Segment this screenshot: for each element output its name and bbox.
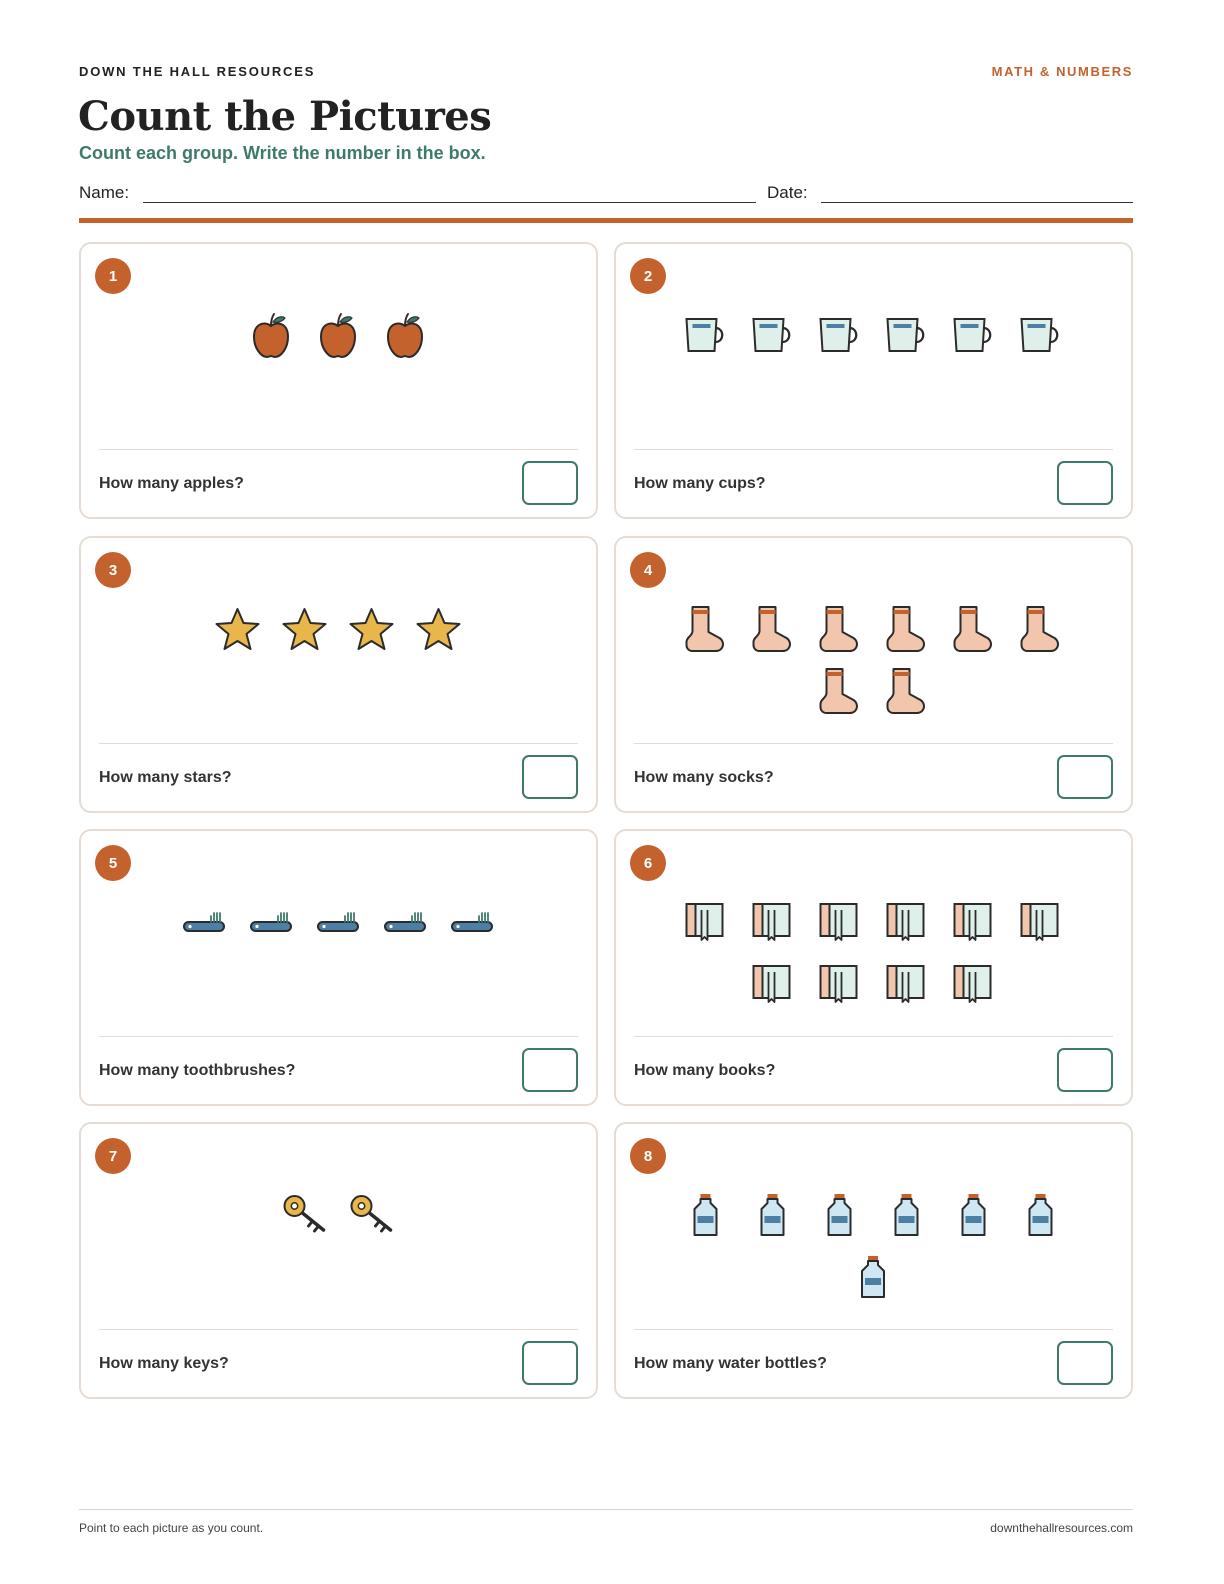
cup-icon xyxy=(1022,319,1058,351)
question-number-badge: 7 xyxy=(95,1138,131,1174)
question-card xyxy=(614,1122,1133,1399)
question-text: How many toothbrushes? xyxy=(99,1062,296,1079)
book-icon xyxy=(955,966,991,1002)
picture-group xyxy=(81,831,596,1031)
footer-divider xyxy=(79,1509,1133,1510)
question-text: How many books? xyxy=(634,1062,776,1079)
question-text: How many water bottles? xyxy=(634,1355,827,1372)
picture-group xyxy=(81,244,596,444)
instructions: Count each group. Write the number in the box. xyxy=(79,143,486,163)
date-label: Date: xyxy=(767,183,808,202)
book-icon xyxy=(888,966,924,1002)
page-title: Count the Pictures xyxy=(78,93,492,140)
card-divider xyxy=(634,449,1113,450)
picture-group xyxy=(616,244,1131,444)
cup-icon xyxy=(687,319,723,351)
apple-icon xyxy=(321,314,355,357)
question-card xyxy=(79,1122,598,1399)
book-icon xyxy=(1022,904,1058,940)
book-icon xyxy=(888,904,924,940)
cup-icon xyxy=(821,319,857,351)
answer-box[interactable] xyxy=(522,755,578,799)
question-text: How many keys? xyxy=(99,1355,229,1372)
name-label: Name: xyxy=(79,183,130,202)
card-divider xyxy=(99,1036,578,1037)
key-icon xyxy=(285,1196,324,1231)
question-card xyxy=(79,536,598,813)
question-text: How many stars? xyxy=(99,769,232,786)
question-number-badge: 2 xyxy=(630,258,666,294)
water-bottle-icon xyxy=(762,1194,784,1235)
brand-name: DOWN THE HALL RESOURCES xyxy=(79,64,316,79)
answer-box[interactable] xyxy=(522,1048,578,1092)
question-card xyxy=(614,242,1133,519)
water-bottle-icon xyxy=(1030,1194,1052,1235)
water-bottle-icon xyxy=(896,1194,918,1235)
question-number-badge: 6 xyxy=(630,845,666,881)
question-card xyxy=(79,242,598,519)
toothbrush-icon xyxy=(251,913,291,931)
question-number-badge: 5 xyxy=(95,845,131,881)
sock-icon xyxy=(687,607,723,651)
book-icon xyxy=(821,904,857,940)
picture-group xyxy=(81,1124,596,1324)
question-text: How many socks? xyxy=(634,769,774,786)
card-divider xyxy=(634,743,1113,744)
name-field[interactable] xyxy=(143,202,756,203)
date-field[interactable] xyxy=(821,202,1133,203)
star-icon xyxy=(351,609,393,649)
question-card xyxy=(614,536,1133,813)
picture-group xyxy=(616,1124,1131,1324)
cup-icon xyxy=(955,319,991,351)
card-divider xyxy=(99,1329,578,1330)
book-icon xyxy=(955,904,991,940)
star-icon xyxy=(217,609,259,649)
cup-icon xyxy=(754,319,790,351)
answer-box[interactable] xyxy=(522,461,578,505)
question-number-badge: 1 xyxy=(95,258,131,294)
book-icon xyxy=(754,904,790,940)
apple-icon xyxy=(254,314,288,357)
picture-group xyxy=(81,538,596,738)
star-icon xyxy=(284,609,326,649)
picture-group xyxy=(616,538,1131,738)
sock-icon xyxy=(955,607,991,651)
sock-icon xyxy=(821,669,857,713)
sock-icon xyxy=(888,669,924,713)
category-label: MATH & NUMBERS xyxy=(991,64,1133,79)
header-divider xyxy=(79,218,1133,223)
cup-icon xyxy=(888,319,924,351)
question-number-badge: 3 xyxy=(95,552,131,588)
star-icon xyxy=(418,609,460,649)
question-text: How many cups? xyxy=(634,475,766,492)
answer-box[interactable] xyxy=(1057,1341,1113,1385)
water-bottle-icon xyxy=(862,1256,884,1297)
toothbrush-icon xyxy=(318,913,358,931)
question-number-badge: 4 xyxy=(630,552,666,588)
card-divider xyxy=(99,449,578,450)
card-divider xyxy=(634,1329,1113,1330)
answer-box[interactable] xyxy=(1057,755,1113,799)
toothbrush-icon xyxy=(452,913,492,931)
book-icon xyxy=(687,904,723,940)
question-card xyxy=(79,829,598,1106)
water-bottle-icon xyxy=(695,1194,717,1235)
sock-icon xyxy=(1022,607,1058,651)
footer-hint: Point to each picture as you count. xyxy=(79,1521,264,1535)
footer-website: downthehallresources.com xyxy=(990,1521,1133,1535)
sock-icon xyxy=(754,607,790,651)
card-divider xyxy=(634,1036,1113,1037)
picture-group xyxy=(616,831,1131,1031)
question-number-badge: 8 xyxy=(630,1138,666,1174)
sock-icon xyxy=(888,607,924,651)
question-card xyxy=(614,829,1133,1106)
toothbrush-icon xyxy=(385,913,425,931)
book-icon xyxy=(754,966,790,1002)
answer-box[interactable] xyxy=(1057,461,1113,505)
answer-box[interactable] xyxy=(522,1341,578,1385)
water-bottle-icon xyxy=(829,1194,851,1235)
apple-icon xyxy=(388,314,422,357)
answer-box[interactable] xyxy=(1057,1048,1113,1092)
question-text: How many apples? xyxy=(99,475,244,492)
water-bottle-icon xyxy=(963,1194,985,1235)
sock-icon xyxy=(821,607,857,651)
book-icon xyxy=(821,966,857,1002)
card-divider xyxy=(99,743,578,744)
toothbrush-icon xyxy=(184,913,224,931)
key-icon xyxy=(352,1196,391,1231)
